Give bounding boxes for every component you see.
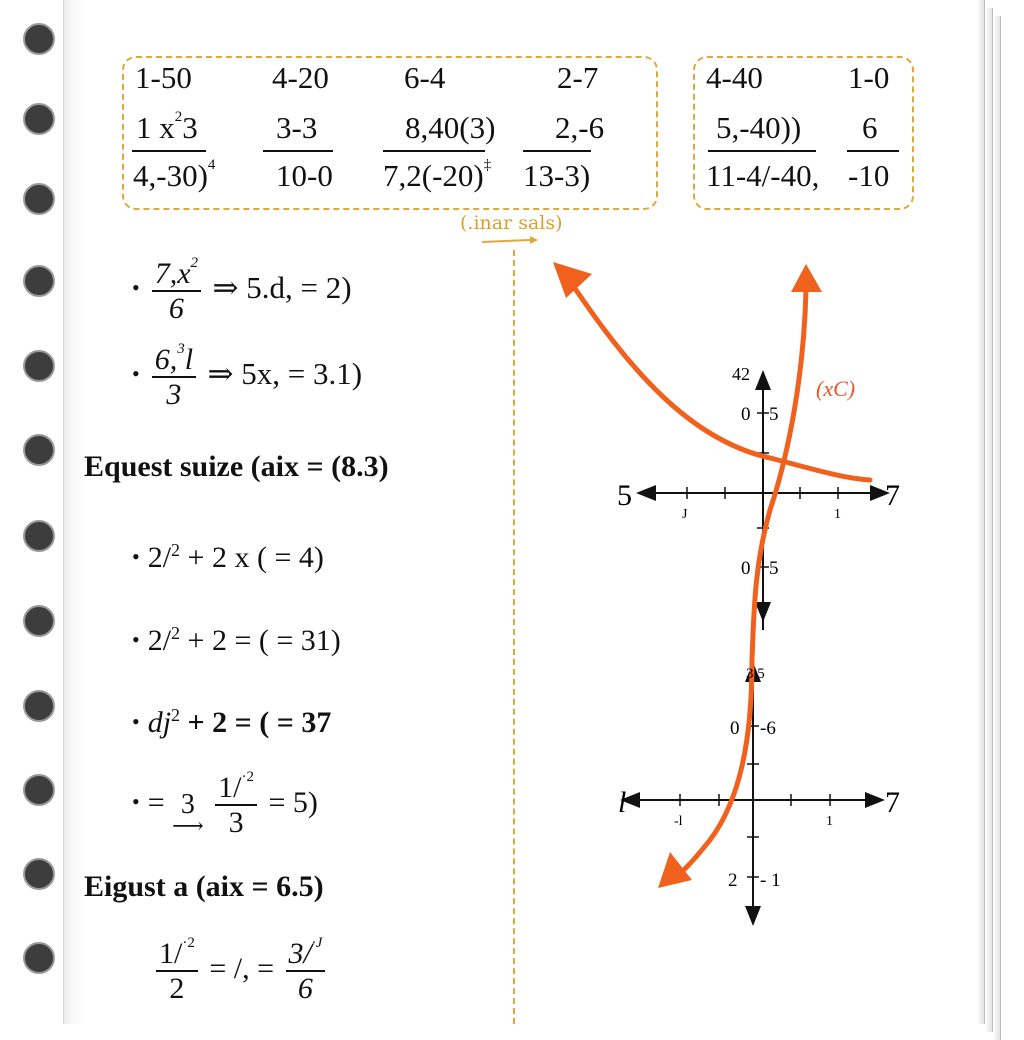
equation-bullet-2 — [132, 341, 363, 411]
binder-strip — [0, 0, 63, 1024]
fraction — [286, 935, 326, 1005]
final-equation — [152, 935, 329, 1005]
superscript: 2 — [171, 623, 181, 643]
fraction — [152, 255, 201, 325]
binder-ring-icon — [23, 23, 55, 55]
matrix-denominator: 10-0 — [276, 158, 333, 193]
section-heading-2: Eigust a (aix = 6.5) — [84, 870, 324, 903]
binder-ring-icon — [23, 350, 55, 382]
matrix-denominator-text: 4,-30) — [133, 158, 208, 193]
binder-ring-icon — [23, 690, 55, 722]
lower-y-tick-label: -6 — [760, 718, 776, 739]
superscript: 2 — [190, 255, 199, 271]
binder-ring-icon — [23, 103, 55, 135]
lower-y-top-label: 3.5 — [746, 666, 765, 682]
equation-text: = 5) — [268, 786, 318, 820]
fraction-numerator: 7,x — [154, 257, 191, 290]
labeled-arrow — [172, 789, 204, 839]
equation-bullet-3 — [132, 540, 324, 574]
matrix-denominator: 13-3) — [523, 158, 591, 193]
equation-bullet-5 — [132, 705, 332, 739]
lower-x-tick-label: 1 — [826, 814, 833, 829]
fraction-bar — [708, 150, 816, 152]
curve-arrowhead-icon — [553, 262, 592, 298]
binder-ring-icon — [23, 942, 55, 974]
page-edge-1 — [978, 0, 985, 1024]
section-heading-1: Equest suize (aix = (8.3) — [84, 450, 389, 483]
orange-curves — [553, 262, 870, 888]
matrix-denominator: -10 — [848, 158, 890, 193]
superscript: 2 — [171, 540, 181, 560]
lower-x-left-label: l — [618, 786, 627, 819]
matrix-numerator — [136, 109, 198, 145]
binder-ring-icon — [23, 605, 55, 637]
fraction-bar — [263, 150, 333, 152]
upper-y-tick-label: 0 — [741, 404, 751, 425]
equation-base: 2/ — [147, 541, 172, 574]
equation-text: + 2 x ( = 4) — [180, 541, 324, 574]
lower-x-right-label: 7 — [885, 786, 900, 819]
equation-base: dj — [147, 706, 172, 739]
superscript: 2 — [171, 705, 181, 725]
matrix-numerator-text: 1 x — [136, 110, 175, 145]
page-edge-3 — [994, 16, 1001, 1040]
matrix-numerator: 2,-6 — [555, 110, 605, 145]
fraction-numerator: 3/ — [288, 937, 312, 970]
matrix-numerator: 5,-40)) — [716, 110, 802, 145]
equals-sign: = — [147, 786, 165, 820]
fraction-numerator: 1/ — [218, 771, 242, 804]
superscript: ‡ — [483, 157, 492, 173]
matrix-numerator: 3-3 — [276, 110, 318, 145]
lower-y-tick-label: 2 — [728, 870, 738, 891]
matrix-cell: 4-40 — [706, 60, 763, 95]
superscript: 3 — [177, 341, 185, 357]
matrix-cell: 1-0 — [848, 60, 890, 95]
fraction-denominator: 3 — [166, 377, 182, 411]
equation-bullet-1 — [132, 255, 352, 325]
lower-y-tick-label: 0 — [730, 718, 740, 739]
matrix-cell: 4-20 — [272, 60, 329, 95]
binder-ring-icon — [23, 434, 55, 466]
matrix-denominator — [133, 157, 216, 193]
superscript: 2 — [174, 109, 183, 125]
superscript: ·J — [311, 935, 323, 951]
fraction-denominator: 3 — [228, 805, 244, 839]
fraction-denominator: 2 — [169, 971, 185, 1005]
caption-label: (.inar sals) — [460, 212, 563, 234]
upper-axes — [646, 380, 880, 630]
matrix-cell: 2-7 — [557, 60, 599, 95]
equation-text: + 2 = ( = 37 — [180, 706, 332, 739]
arrow-label: 3 — [180, 789, 195, 821]
fraction-bar — [847, 150, 899, 152]
upper-y-tick-label: 5 — [769, 404, 779, 425]
upper-x-tick-label: 1 — [834, 507, 841, 522]
fraction-bar — [383, 150, 485, 152]
equation-text: = /, = — [209, 952, 275, 986]
bullet-icon: • — [132, 361, 140, 387]
fraction-bar — [523, 150, 591, 152]
curve-label: (xC) — [816, 376, 856, 401]
matrix-numerator-suffix: 3 — [182, 110, 198, 145]
fraction-numerator: 6, — [154, 343, 178, 376]
binder-ring-icon — [23, 520, 55, 552]
fraction-numerator-suffix: l — [184, 343, 194, 376]
matrix-denominator — [383, 157, 492, 193]
lower-y-tick-label: - 1 — [760, 870, 781, 891]
fraction — [152, 341, 196, 411]
matrix-denominator-text: 7,2(-20) — [383, 158, 484, 193]
binder-ring-icon — [23, 858, 55, 890]
matrix-cell: 6-4 — [404, 60, 446, 95]
fraction-denominator: 6 — [168, 291, 184, 325]
equation-text: ⇒ 5x, = 3.1) — [207, 356, 363, 392]
matrix-cell: 1-50 — [135, 60, 192, 95]
superscript: ·2 — [241, 769, 255, 785]
bullet-icon: • — [132, 544, 140, 569]
equation-base: 2/ — [147, 624, 172, 657]
upper-y-top-label: 42 — [732, 364, 750, 384]
page-edge-2 — [986, 8, 993, 1032]
fraction-bar — [132, 150, 206, 152]
matrix-denominator: 11-4/-40, — [706, 158, 820, 193]
long-arrow-icon: ⟶ — [172, 813, 204, 839]
graph-area — [520, 240, 940, 1024]
column-divider — [513, 250, 515, 1024]
superscript: ·2 — [182, 935, 195, 951]
binder-ring-icon — [23, 774, 55, 806]
fraction-denominator: 6 — [297, 971, 313, 1005]
superscript: 4 — [207, 157, 216, 173]
upper-x-tick-label: J — [682, 507, 688, 522]
fraction-numerator: 1/ — [159, 937, 183, 970]
upper-x-right-label: 7 — [885, 479, 900, 512]
equation-text: ⇒ 5.d, = 2) — [212, 270, 352, 306]
bullet-icon: • — [132, 789, 140, 815]
equation-text: + 2 = ( = 31) — [180, 624, 341, 657]
upper-y-tick-label: 5 — [769, 558, 779, 579]
matrix-numerator: 8,40(3) — [405, 110, 496, 145]
upper-y-tick-label: 0 — [741, 558, 751, 579]
box-caption — [460, 212, 563, 234]
upper-x-left-label: 5 — [617, 479, 632, 512]
bullet-icon: • — [132, 275, 140, 301]
binder-ring-icon — [23, 183, 55, 215]
bullet-icon: • — [132, 627, 140, 652]
fraction — [156, 935, 198, 1005]
binder-ring-icon — [23, 265, 55, 297]
equation-bullet-6 — [132, 769, 318, 839]
matrix-numerator: 6 — [862, 110, 878, 145]
lower-x-tick-label: -l — [674, 814, 683, 829]
fraction — [215, 769, 257, 839]
equation-bullet-4 — [132, 623, 341, 657]
bullet-icon: • — [132, 709, 140, 734]
curve-arrowhead-icon — [791, 264, 822, 292]
